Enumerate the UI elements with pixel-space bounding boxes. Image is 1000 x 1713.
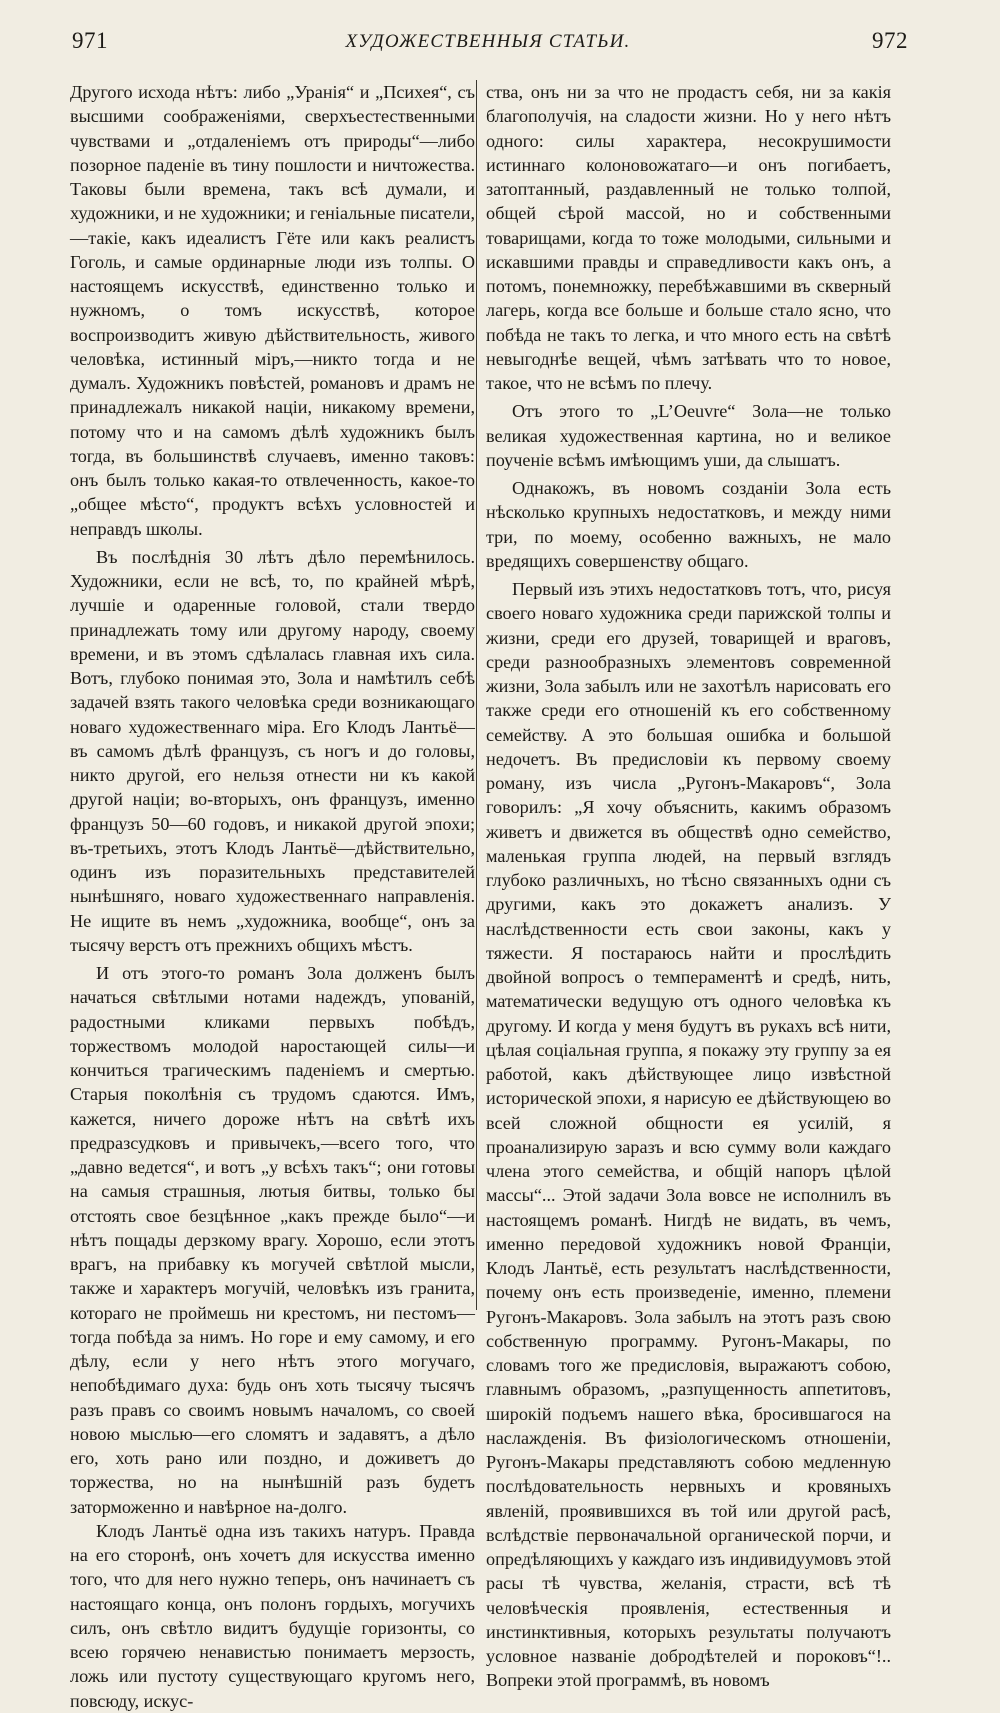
left-page-number: 971 [72,28,108,53]
paragraph: Отъ этого то „L’Oeuvre“ Зола—не только великая художественная картина, но и великое поученіе всѣмъ имѣющимъ уши, да слышатъ. [486,401,891,470]
paragraph: Первый изъ этихъ недостатковъ тотъ, что, рисуя своего новаго художника среди парижской толпы и жизни, среди его друзей, товарищей и враговъ, среди разнообразныхъ элементовъ современной жизни, Зола забылъ или не захотѣлъ нарисовать его также среди его отношеній къ его собственному семейству. А это большая ошибка и большой недочетъ. Въ предисловіи къ первому своему роману, изъ числа „Ругонъ-Макаровъ“, Зола говорилъ: „Я хочу объяснить, какимъ образомъ живетъ и движется въ обществѣ одно семейство, маленькая группа людей, на первый взглядъ глубоко различныхъ, но тѣсно связанныхъ одни съ другими, какъ это докажетъ анализъ. У наслѣдственности есть свои законы, какъ у тяжести. Я постараюсь найти и прослѣдить двойной вопросъ о темпераментѣ и средѣ, нить, математически ведущую отъ одного человѣка къ другому. И когда у меня будутъ въ рукахъ всѣ нити, цѣлая соціальная группа, я покажу эту группу за ея работой, какъ дѣйствующее лицо извѣстной исторической эпохи, я нарисую ее дѣйствующею во всей сложной общности ея усилій, я проанализирую заразъ и всю сумму воли каждаго члена этого семейства, и общій напоръ цѣлой массы“... Этой задачи Зола вовсе не исполнилъ въ настоящемъ романѣ. Нигдѣ не видать, въ чемъ, именно передовой художникъ новой Франціи, Клодъ Лантьё, есть результатъ наслѣдственности, почему онъ есть произведеніе, именно, племени Ругонъ-Макаровъ. Зола забылъ на этотъ разъ свою собственную программу. Ругонъ-Макары, по словамъ того же предисловія, выражаютъ собою, главнымъ образомъ, „разпущенность аппетитовъ, широкій подъемъ нашего вѣка, бросившагося на наслажденія. Въ физіологическомъ отношеніи, Ругонъ-Макары представляютъ собою медленную послѣдовательность нервныхъ и кровяныхъ явленій, проявившихся въ той или другой расѣ, вслѣдствіе первоначальной органической порчи, и опредѣляющихъ у каждаго изъ индивидуумовъ этой расы тѣ чувства, желанія, страсти, всѣ тѣ человѣческія проявленія, естественныя и инстинктивныя, которыхъ результаты получаютъ условное названіе добродѣтелей и пороковъ“!.. Вопреки этой программѣ, въ новомъ [486,579,891,1691]
paragraph: Клодъ Лантьё одна изъ такихъ натуръ. Правда на его сторонѣ, онъ хочетъ для искусства именно того, что для него нужно теперь, онъ начинаетъ съ настоящаго конца, онъ полонъ гордыхъ, могучихъ силъ, онъ свѣтло видитъ будущіе горизонты, со всею горячею ненавистью понимаетъ мерзость, ложь или пустоту существующаго кругомъ него, повсюду, искус- [70,1520,475,1711]
paragraph: И отъ этого-то романъ Зола долженъ былъ начаться свѣтлыми нотами надеждъ, упованій, радостными кликами первыхъ побѣдъ, торжествомъ молодой наростающей силы—и кончиться трагическимъ паденіемъ и смертью. Старыя поколѣнія съ трудомъ сдаются. Имъ, кажется, ничего дороже нѣтъ на свѣтѣ ихъ предразсудковъ и привычекъ,—всего того, что „давно ведется“, и вотъ „у всѣхъ такъ“; они готовы на самыя страшныя, лютыя битвы, только бы отстоять свое безцѣнное „какъ прежде было“—и нѣтъ пощады дерзкому врагу. Хорошо, если этотъ врагъ, на прибавку къ могучей свѣтлой мысли, также и характеръ могучій, человѣкъ изъ гранита, котораго не проймешь ни крестомъ, ни пестомъ—тогда побѣда за нимъ. Но горе и ему самому, и его дѣлу, если у него нѣтъ этого могучаго, непобѣдимаго духа: будь онъ хоть тысячу тысячъ разъ правъ со своимъ новымъ началомъ, со своей новою мыслью—его сломятъ и задавятъ, а дѣло его, хоть рано или поздно, и доживетъ до торжества, но на нынѣшній разъ будетъ заторможенно и навѣрное на-долго. [70,963,475,1517]
page-header [68,28,908,64]
paragraph: Другого исхода нѣтъ: либо „Уранія“ и „Психея“, съ высшими соображеніями, сверхъестественными чувствами и „отдаленіемъ отъ природы“—либо позорное паденіе въ тину пошлости и ничтожества. Таковы были времена, такъ всѣ думали, и художники, и не художники; и геніальные писатели,—такіе, какъ идеалистъ Гёте или какъ реалистъ Гоголь, и самые ординарные люди изъ толпы. О настоящемъ искусствѣ, единственно только и нужномъ, о томъ искусствѣ, которое воспроизводитъ живую дѣйствительность, живого человѣка, истинный міръ,—никто тогда и не думалъ. Художникъ повѣстей, романовъ и драмъ не принадлежалъ никакой націи, никакому времени, потому что и на самомъ дѣлѣ художникъ былъ тогда, въ большинствѣ случаевъ, именно таковъ: онъ былъ только какая-то отвлеченность, какое-то „общее мѣсто“, продуктъ всѣхъ условностей и неправдъ школы. [70,82,475,539]
column-divider [476,80,477,1310]
paragraph: Однакожъ, въ новомъ созданіи Зола есть нѣсколько крупныхъ недостатковъ, и между ними три, по моему, особенно важныхъ, не мало вредящихъ совершенству общаго. [486,478,891,571]
paragraph: Въ послѣднія 30 лѣтъ дѣло перемѣнилось. Художники, если не всѣ, то, по крайней мѣрѣ, лучшіе и одаренные головой, стали твердо принадлежать тому или другому народу, своему времени, и въ этомъ сдѣлалась главная ихъ сила. Вотъ, глубоко понимая это, Зола и намѣтилъ себѣ задачей взять такого человѣка среди возникающаго новаго художественнаго міра. Его Клодъ Лантьё—въ самомъ дѣлѣ французъ, съ ногъ и до головы, никто другой, его нельзя отнести ни къ какой другой націи; во-вторыхъ, онъ французъ, именно французъ 50—60 годовъ, и никакой другой эпохи; въ-третьихъ, этотъ Клодъ Лантьё—дѣйствительно, одинъ изъ поразительныхъ представителей нынѣшняго, новаго художественнаго направленія. Не ищите въ немъ „художника, вообще“, онъ за тысячу верстъ отъ прежнихъ общихъ мѣстъ. [70,546,475,955]
right-page-number: 972 [872,28,908,53]
paragraph: ства, онъ ни за что не продастъ себя, ни за какія благополучія, на сладости жизни. Но у него нѣтъ одного: силы характера, несокрушимости истиннаго колоновожатаго—и онъ погибаетъ, затоптанный, раздавленный не только толпой, общей сѣрой массой, но и собственными товарищами, когда то тоже молодыми, сильными и искавшими правды и справедливости какъ онъ, а потомъ, понемножку, перебѣжавшими въ скверный лагерь, когда все больше и больше стало ясно, что побѣда не такъ то легка, и что много есть на свѣтѣ невыгоднѣе вещей, чѣмъ затѣвать что то новое, такое, что не всѣмъ по плечу. [486,82,891,393]
left-column [70,80,475,1713]
right-column [486,80,891,1693]
running-title: ХУДОЖЕСТВЕННЫЯ СТАТЬИ. [345,31,631,52]
